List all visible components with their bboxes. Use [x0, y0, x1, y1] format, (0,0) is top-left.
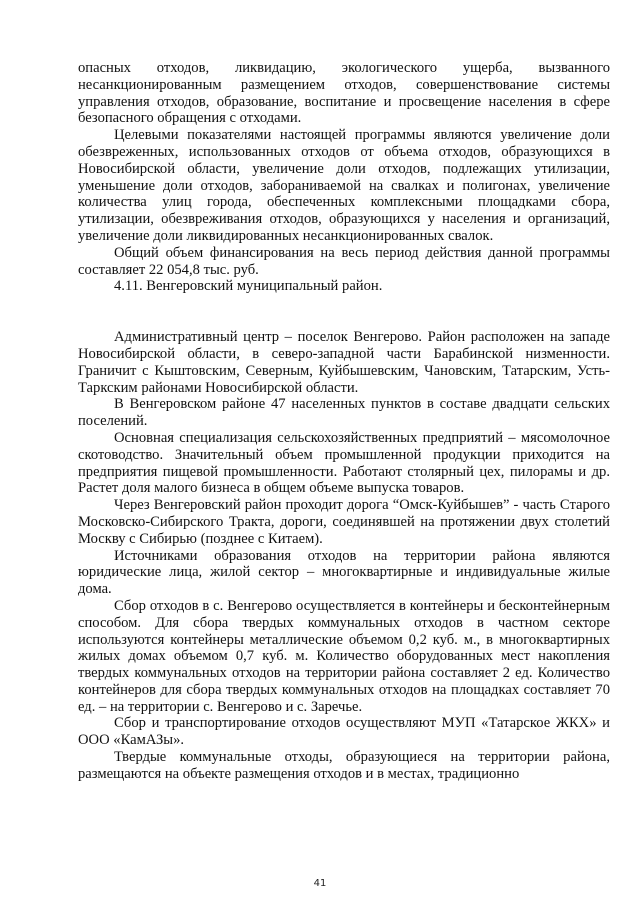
paragraph-4: Административный центр – поселок Венгерово. Район расположен на западе Новосибирской области, в северо-западной части Барабинской низменности. Граничит с Кыштовским, Северным, Куйбышевским, Чановским, Татарским, Усть-Таркским районами Новосибирской области.	[78, 329, 610, 396]
paragraph-3: Общий объем финансирования на весь период действия данной программы составляет 22 054,8 тыс. руб.	[78, 244, 610, 278]
section-heading: 4.11. Венгеровский муниципальный район.	[114, 278, 383, 295]
paragraph-1: опасных отходов, ликвидацию, экологического ущерба, вызванного несанкционированным размещением отходов, совершенствование системы управления отходов, образование, воспитание и просвещение населения в сфере безопасного обращения с отходами.	[78, 60, 610, 127]
paragraph-5: В Венгеровском районе 47 населенных пунктов в составе двадцати сельских поселений.	[78, 396, 610, 430]
spacer	[78, 295, 610, 329]
page-number: 41	[313, 878, 327, 889]
paragraph-2: Целевыми показателями настоящей программы являются увеличение доли обезвреженных, использованных отходов от объема отходов, образующихся в Новосибирской области, увеличение доли отходов, подлежащих утилизации, уменьшение доли отходов, забораниваемой на свалках и полигонах, увеличение количества улиц города, обеспеченных комплексными площадками сбора, утилизации, обезвреживания отходов, образующихся у населения и организаций, увеличение доли ликвидированных несанкционированных свалок.	[78, 127, 610, 244]
paragraph-7: Через Венгеровский район проходит дорога “Омск-Куйбышев” - часть Старого Московско-Сибирского Тракта, дороги, соединявшей на протяжении двух столетий Москву с Сибирью (позднее с Китаем).	[78, 497, 610, 547]
paragraph-8: Источниками образования отходов на территории района являются юридические лица, жилой сектор – многоквартирные и индивидуальные жилые дома.	[78, 547, 610, 598]
paragraph-10: Сбор и транспортирование отходов осуществляют МУП «Татарское ЖКХ» и ООО «КамАЗы».	[78, 715, 610, 749]
document-page	[78, 60, 610, 783]
paragraph-9: Сбор отходов в с. Венгерово осуществляется в контейнеры и бесконтейнерным способом. Для сбора твердых коммунальных отходов в частном секторе используются контейнеры металлические объемом 0,2 куб. м., в многоквартирных жилых домах объемом 0,7 куб. м. Количество оборудованных мест накопления твердых коммунальных отходов на территории района составляет 2 ед. Количество контейнеров для сбора твердых коммунальных отходов на площадках составляет 70 ед. – на территории с. Венгерово и с. Заречье.	[78, 597, 610, 715]
paragraph-6: Основная специализация сельскохозяйственных предприятий – мясомолочное скотоводство. Значительный объем промышленной продукции приходится на предприятия пищевой промышленности. Работают столярный цех, пилорамы и др. Растет доля малого бизнеса в общем объеме выпуска товаров.	[78, 429, 610, 497]
paragraph-11: Твердые коммунальные отходы, образующиеся на территории района, размещаются на объекте размещения отходов и в местах, традиционно	[78, 749, 610, 782]
